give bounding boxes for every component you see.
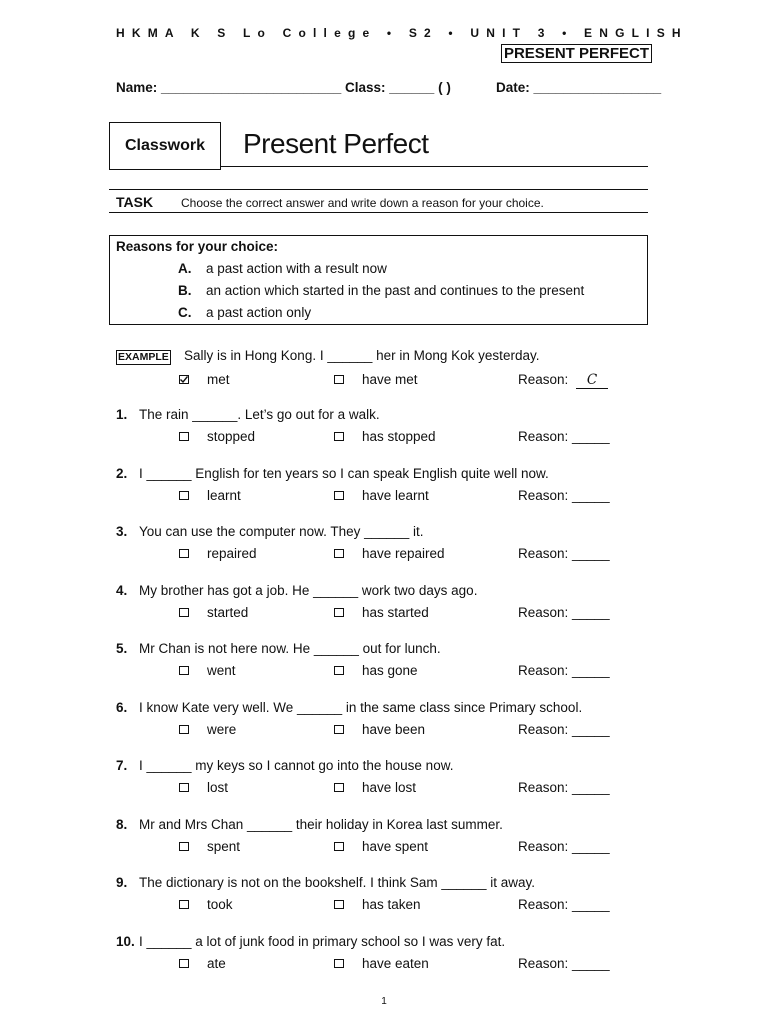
example-checkbox-a[interactable] [179, 375, 189, 384]
example-reason-label: Reason: [518, 372, 569, 387]
reason-letter-b: B. [178, 283, 192, 298]
question-10-option-a: ate [207, 956, 226, 971]
question-7-checkbox-a[interactable] [179, 783, 189, 792]
question-4-option-a: started [207, 605, 249, 620]
question-6-option-b: have been [362, 722, 426, 737]
question-3-checkbox-a[interactable] [179, 549, 189, 558]
question-7-number: 7. [116, 758, 128, 773]
question-6-checkbox-a[interactable] [179, 725, 189, 734]
question-7-checkbox-b[interactable] [334, 783, 344, 792]
question-6-reason[interactable]: Reason: _____ [518, 722, 610, 737]
question-8-checkbox-b[interactable] [334, 842, 344, 851]
task-top-rule [109, 189, 648, 190]
question-3-number: 3. [116, 524, 128, 539]
task-instruction: Choose the correct answer and write down a reason for your choice. [181, 196, 544, 210]
question-9-reason[interactable]: Reason: _____ [518, 897, 610, 912]
question-7-option-b: have lost [362, 780, 417, 795]
question-4-option-b: has started [362, 605, 429, 620]
question-1-sentence: The rain ______. Let’s go out for a walk. [139, 407, 380, 422]
reason-text-a: a past action with a result now [206, 261, 387, 276]
question-1-number: 1. [116, 407, 128, 422]
name-field-label: Name: ________________________ [116, 80, 342, 95]
date-field-label: Date: _________________ [496, 80, 662, 95]
question-5-checkbox-a[interactable] [179, 666, 189, 675]
question-5-option-a: went [207, 663, 236, 678]
question-5-sentence: Mr Chan is not here now. He ______ out for lunch. [139, 641, 441, 656]
page-number: 1 [381, 996, 387, 1007]
question-6-sentence: I know Kate very well. We ______ in the same class since Primary school. [139, 700, 583, 715]
question-10-checkbox-b[interactable] [334, 959, 344, 968]
question-7-option-a: lost [207, 780, 229, 795]
question-4-checkbox-b[interactable] [334, 608, 344, 617]
question-2-sentence: I ______ English for ten years so I can speak English quite well now. [139, 466, 549, 481]
question-1-checkbox-a[interactable] [179, 432, 189, 441]
question-4-checkbox-a[interactable] [179, 608, 189, 617]
example-reason [518, 372, 608, 389]
question-10-checkbox-a[interactable] [179, 959, 189, 968]
question-3-checkbox-b[interactable] [334, 549, 344, 558]
question-1-reason[interactable]: Reason: _____ [518, 429, 610, 444]
reason-text-b: an action which started in the past and continues to the present [206, 283, 585, 298]
question-3-reason[interactable]: Reason: _____ [518, 546, 610, 561]
question-6-option-a: were [207, 722, 237, 737]
question-5-number: 5. [116, 641, 128, 656]
topic-label: PRESENT PERFECT [501, 44, 652, 63]
question-2-checkbox-a[interactable] [179, 491, 189, 500]
question-10-sentence: I ______ a lot of junk food in primary school so I was very fat. [139, 934, 506, 949]
question-10-reason[interactable]: Reason: _____ [518, 956, 610, 971]
page-title: Present Perfect [243, 128, 429, 159]
question-1-checkbox-b[interactable] [334, 432, 344, 441]
question-8-reason[interactable]: Reason: _____ [518, 839, 610, 854]
question-10-number: 10. [116, 934, 135, 949]
reasons-title: Reasons for your choice: [116, 239, 279, 254]
question-5-checkbox-b[interactable] [334, 666, 344, 675]
title-underline [220, 166, 648, 167]
question-9-number: 9. [116, 875, 128, 890]
question-5-option-b: has gone [362, 663, 418, 678]
question-6-number: 6. [116, 700, 128, 715]
example-checkbox-b[interactable] [334, 375, 344, 384]
question-2-option-b: have learnt [362, 488, 429, 503]
example-sentence: Sally is in Hong Kong. I ______ her in Mong Kok yesterday. [184, 348, 540, 363]
question-4-sentence: My brother has got a job. He ______ work two days ago. [139, 583, 478, 598]
question-2-option-a: learnt [207, 488, 241, 503]
question-9-checkbox-b[interactable] [334, 900, 344, 909]
question-7-reason[interactable]: Reason: _____ [518, 780, 610, 795]
question-7-sentence: I ______ my keys so I cannot go into the house now. [139, 758, 454, 773]
example-option-a: met [207, 372, 230, 387]
question-4-number: 4. [116, 583, 128, 598]
reason-letter-c: C. [178, 305, 192, 320]
task-bottom-rule [109, 212, 648, 213]
check-icon [180, 376, 188, 383]
example-option-b: have met [362, 372, 418, 387]
question-8-sentence: Mr and Mrs Chan ______ their holiday in Korea last summer. [139, 817, 503, 832]
question-2-number: 2. [116, 466, 128, 481]
question-5-reason[interactable]: Reason: _____ [518, 663, 610, 678]
example-reason-answer: C [586, 372, 598, 388]
classwork-label [109, 122, 221, 170]
question-8-number: 8. [116, 817, 128, 832]
question-10-option-b: have eaten [362, 956, 429, 971]
question-2-reason[interactable]: Reason: _____ [518, 488, 610, 503]
question-9-option-b: has taken [362, 897, 421, 912]
question-3-option-b: have repaired [362, 546, 445, 561]
question-1-option-b: has stopped [362, 429, 436, 444]
question-4-reason[interactable]: Reason: _____ [518, 605, 610, 620]
question-3-sentence: You can use the computer now. They ______ it. [139, 524, 424, 539]
question-9-option-a: took [207, 897, 233, 912]
example-reason-answer-field [576, 372, 608, 389]
reason-letter-a: A. [178, 261, 192, 276]
school-header: HKMA K S Lo College • S2 • UNIT 3 • ENGLISH [116, 26, 688, 40]
task-label: TASK [116, 194, 154, 210]
classwork-text: Classwork [124, 137, 206, 154]
class-field-label: Class: ______ ( ) [345, 80, 451, 95]
question-1-option-a: stopped [207, 429, 256, 444]
example-label: EXAMPLE [118, 351, 169, 363]
question-6-checkbox-b[interactable] [334, 725, 344, 734]
question-8-option-a: spent [207, 839, 241, 854]
question-8-checkbox-a[interactable] [179, 842, 189, 851]
question-9-checkbox-a[interactable] [179, 900, 189, 909]
question-2-checkbox-b[interactable] [334, 491, 344, 500]
question-9-sentence: The dictionary is not on the bookshelf. I think Sam ______ it away. [139, 875, 535, 890]
reason-text-c: a past action only [206, 305, 312, 320]
question-3-option-a: repaired [207, 546, 257, 561]
question-8-option-b: have spent [362, 839, 429, 854]
